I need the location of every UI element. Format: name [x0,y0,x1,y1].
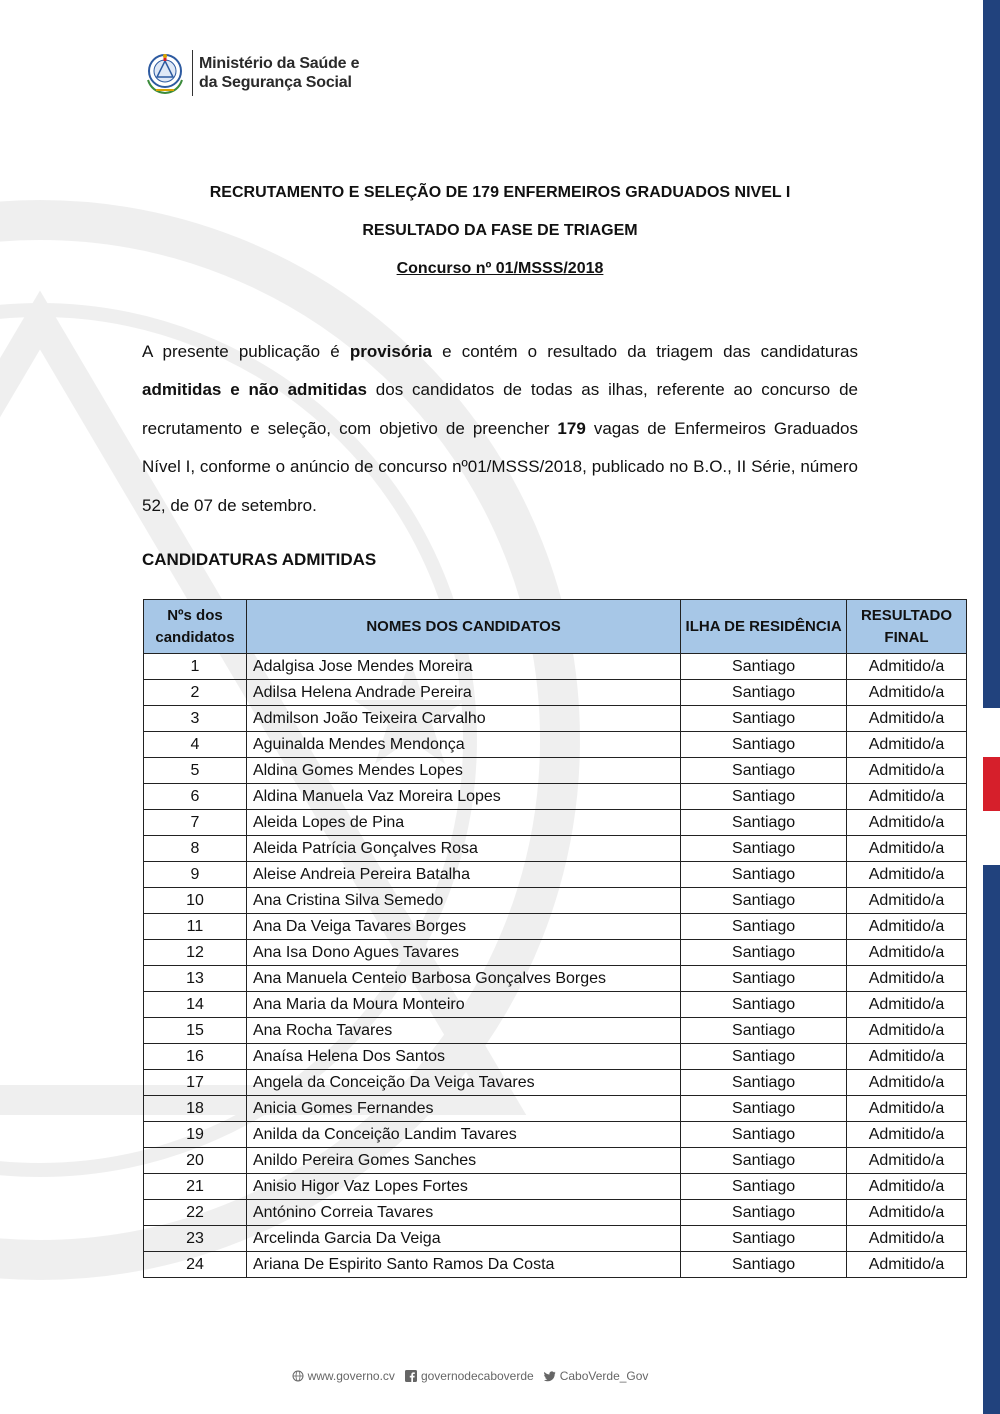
table-row [144,888,967,914]
cell-result: Admitido/a [847,1096,967,1122]
edge-stripe-red [983,757,1000,811]
cell-result: Admitido/a [847,862,967,888]
cell-name: Adilsa Helena Andrade Pereira [246,680,680,706]
cell-number: 23 [144,1226,247,1252]
table-row [144,836,967,862]
intro-text-3: dos candidatos de todas as ilhas, referente ao concurso de recrutamento e seleção, com objetivo de preencher [142,380,858,438]
cell-result: Admitido/a [847,810,967,836]
cell-number: 3 [144,706,247,732]
cell-number: 15 [144,1018,247,1044]
twitter-icon [544,1370,556,1382]
cell-number: 20 [144,1148,247,1174]
table-row [144,914,967,940]
intro-bold-provisional: provisória [349,342,433,361]
cell-result: Admitido/a [847,1252,967,1278]
table-row [144,1122,967,1148]
ministry-name-line1: Ministério da Saúde e [199,55,360,72]
cell-result: Admitido/a [847,1148,967,1174]
cell-island: Santiago [681,1226,847,1252]
cell-name: Aleise Andreia Pereira Batalha [246,862,680,888]
table-row [144,1200,967,1226]
cell-result: Admitido/a [847,784,967,810]
cell-island: Santiago [681,888,847,914]
table-row [144,992,967,1018]
cell-name: Admilson João Teixeira Carvalho [246,706,680,732]
cell-number: 2 [144,680,247,706]
cell-result: Admitido/a [847,888,967,914]
table-row [144,680,967,706]
cell-name: Anisio Higor Vaz Lopes Fortes [246,1174,680,1200]
cell-name: Ana Da Veiga Tavares Borges [246,914,680,940]
ministry-name [199,54,359,92]
table-row [144,706,967,732]
cell-result: Admitido/a [847,1018,967,1044]
cell-island: Santiago [681,1018,847,1044]
table-row [144,1096,967,1122]
table-row [144,940,967,966]
footer-twitter-text: CaboVerde_Gov [559,1369,649,1383]
cell-name: Ariana De Espirito Santo Ramos Da Costa [246,1252,680,1278]
cell-name: Angela da Conceição Da Veiga Tavares [246,1070,680,1096]
table-row [144,810,967,836]
table-row [144,784,967,810]
cell-island: Santiago [681,680,847,706]
cell-name: Antónino Correia Tavares [246,1200,680,1226]
cell-result: Admitido/a [847,1200,967,1226]
document-title: RECRUTAMENTO E SELEÇÃO DE 179 ENFERMEIROS GRADUADOS NIVEL I [209,184,791,201]
cell-island: Santiago [681,1096,847,1122]
cell-number: 6 [144,784,247,810]
footer-twitter[interactable] [544,1369,649,1383]
cell-island: Santiago [681,758,847,784]
section-title: CANDIDATURAS ADMITIDAS [142,550,377,569]
footer [0,1369,940,1383]
cell-island: Santiago [681,784,847,810]
cell-number: 19 [144,1122,247,1148]
cell-result: Admitido/a [847,706,967,732]
cell-result: Admitido/a [847,732,967,758]
cell-name: Anaísa Helena Dos Santos [246,1044,680,1070]
edge-stripe-blue-top [983,0,1000,708]
cell-name: Ana Maria da Moura Monteiro [246,992,680,1018]
contest-reference: Concurso nº 01/MSSS/2018 [396,260,604,277]
cell-number: 14 [144,992,247,1018]
cell-island: Santiago [681,1174,847,1200]
cell-island: Santiago [681,992,847,1018]
cell-number: 10 [144,888,247,914]
cell-name: Ana Cristina Silva Semedo [246,888,680,914]
cell-number: 21 [144,1174,247,1200]
footer-facebook-text: governodecaboverde [420,1369,534,1383]
cell-number: 7 [144,810,247,836]
cell-island: Santiago [681,732,847,758]
cell-name: Anicia Gomes Fernandes [246,1096,680,1122]
cell-number: 17 [144,1070,247,1096]
cell-number: 8 [144,836,247,862]
header-island: ILHA DE RESIDÊNCIA [681,600,847,654]
intro-paragraph [142,333,858,525]
cell-result: Admitido/a [847,1174,967,1200]
intro-text-4: vagas de Enfermeiros Graduados Nível I, conforme o anúncio de concurso nº01/MSSS/2018, publicado no B.O., II Série, número 52, de 07 de setembro. [142,418,858,515]
table-row [144,732,967,758]
cell-island: Santiago [681,1044,847,1070]
intro-text-2: e contém o resultado da triagem das candidaturas [432,342,858,361]
cell-island: Santiago [681,1148,847,1174]
cell-name: Ana Isa Dono Agues Tavares [246,940,680,966]
cell-result: Admitido/a [847,680,967,706]
cell-island: Santiago [681,914,847,940]
cell-number: 4 [144,732,247,758]
cell-number: 5 [144,758,247,784]
footer-website-text: www.governo.cv [307,1369,395,1383]
header-result: RESULTADO FINAL [847,600,967,654]
cell-name: Aguinalda Mendes Mendonça [246,732,680,758]
edge-stripe-blue-bottom [983,865,1000,1414]
cell-name: Aldina Manuela Vaz Moreira Lopes [246,784,680,810]
cell-name: Aleida Patrícia Gonçalves Rosa [246,836,680,862]
cell-name: Anilda da Conceição Landim Tavares [246,1122,680,1148]
cell-island: Santiago [681,1200,847,1226]
table-row [144,1174,967,1200]
cell-number: 13 [144,966,247,992]
cell-name: Ana Manuela Centeio Barbosa Gonçalves Borges [246,966,680,992]
cell-result: Admitido/a [847,1044,967,1070]
cell-result: Admitido/a [847,654,967,680]
cell-island: Santiago [681,940,847,966]
cell-island: Santiago [681,810,847,836]
cell-island: Santiago [681,836,847,862]
cell-result: Admitido/a [847,914,967,940]
cell-island: Santiago [681,966,847,992]
cell-island: Santiago [681,862,847,888]
facebook-icon [405,1370,417,1382]
cell-name: Adalgisa Jose Mendes Moreira [246,654,680,680]
footer-website[interactable] [292,1369,395,1383]
cell-island: Santiago [681,1122,847,1148]
table-row [144,1070,967,1096]
cell-island: Santiago [681,1070,847,1096]
cell-name: Arcelinda Garcia Da Veiga [246,1226,680,1252]
cell-result: Admitido/a [847,1122,967,1148]
cell-number: 11 [144,914,247,940]
cell-number: 22 [144,1200,247,1226]
cell-result: Admitido/a [847,940,967,966]
cell-number: 1 [144,654,247,680]
header-name: NOMES DOS CANDIDATOS [246,600,680,654]
footer-facebook[interactable] [405,1369,534,1383]
table-row [144,1018,967,1044]
table-row [144,862,967,888]
logo-divider [192,50,193,96]
cell-result: Admitido/a [847,966,967,992]
cell-result: Admitido/a [847,1070,967,1096]
table-row [144,654,967,680]
cell-number: 16 [144,1044,247,1070]
cell-result: Admitido/a [847,758,967,784]
table-row [144,758,967,784]
ministry-name-line2: da Segurança Social [199,74,352,91]
header-number: Nºs dos candidatos [144,600,247,654]
cell-number: 18 [144,1096,247,1122]
cell-name: Anildo Pereira Gomes Sanches [246,1148,680,1174]
cell-number: 9 [144,862,247,888]
intro-text-1: A presente publicação é [142,342,350,361]
coat-of-arms-icon [142,50,188,96]
table-row [144,966,967,992]
intro-bold-vacancies: 179 [557,418,586,438]
cell-result: Admitido/a [847,836,967,862]
cell-island: Santiago [681,1252,847,1278]
intro-bold-admitted: admitidas e não admitidas [142,380,367,400]
table-row [144,1148,967,1174]
cell-island: Santiago [681,654,847,680]
results-table [143,599,967,1278]
cell-number: 12 [144,940,247,966]
table-row [144,1226,967,1252]
cell-result: Admitido/a [847,992,967,1018]
table-row [144,1252,967,1278]
cell-name: Ana Rocha Tavares [246,1018,680,1044]
document-subtitle: RESULTADO DA FASE DE TRIAGEM [362,222,638,239]
cell-number: 24 [144,1252,247,1278]
cell-name: Aleida Lopes de Pina [246,810,680,836]
cell-name: Aldina Gomes Mendes Lopes [246,758,680,784]
ministry-logo [142,50,359,96]
cell-island: Santiago [681,706,847,732]
cell-result: Admitido/a [847,1226,967,1252]
table-header-row [144,600,967,654]
globe-icon [292,1370,304,1382]
table-row [144,1044,967,1070]
table-body [144,654,967,1278]
